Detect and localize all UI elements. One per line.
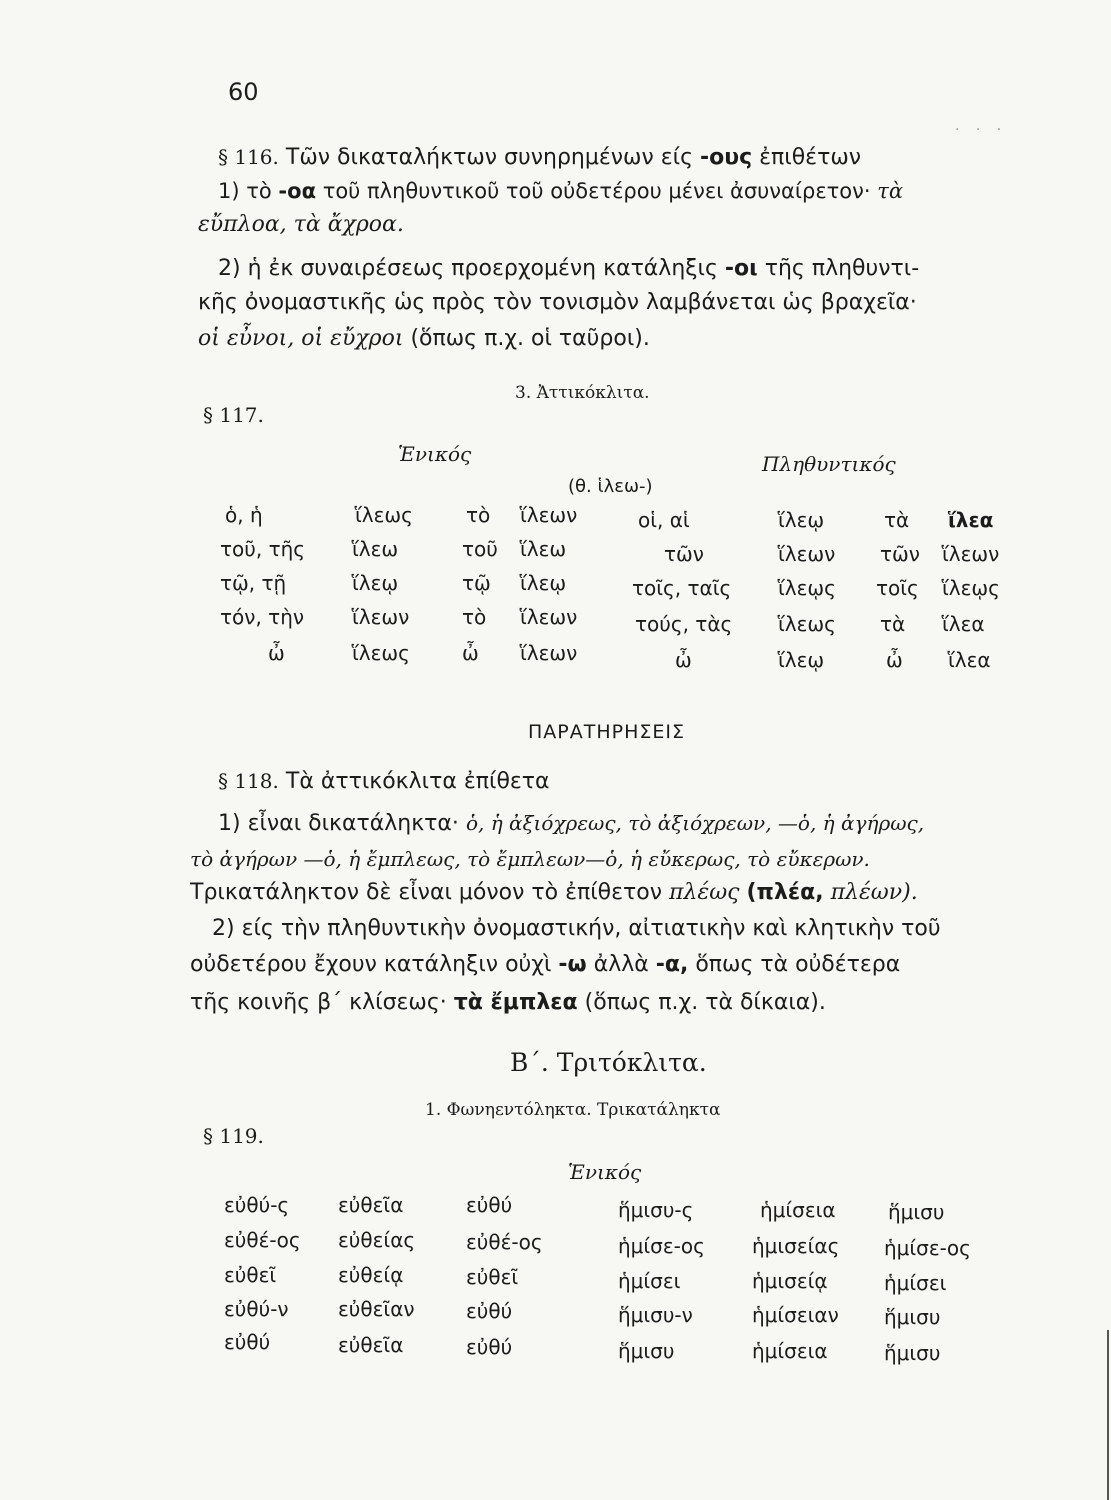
s116-line-4: 2) ἡ ἐκ συναιρέσεως προερχομένη κατάληξις -οι τῆς πληθυντι- (218, 256, 920, 281)
table-cell: τὸ (466, 503, 491, 527)
s117-stem: (θ. ἱλεω-) (568, 476, 653, 497)
table-cell: τὰ (880, 612, 906, 636)
table-cell: ἵλεως (355, 503, 413, 527)
table-cell: ἥμισυ (888, 1200, 945, 1224)
table-cell: ἡμίσει (618, 1269, 681, 1293)
table-cell: ὦ (462, 641, 479, 665)
table-cell: εὐθεῖ (224, 1263, 277, 1287)
table-cell: ἥμισυ (618, 1339, 675, 1363)
table-cell: εὐθεῖ (466, 1265, 519, 1289)
table-cell: ἵλεῳς (778, 576, 836, 600)
table-cell: εὐθεῖα (338, 1333, 404, 1357)
table-cell: εὐθύ (466, 1299, 513, 1323)
s118-line-5: 2) είς τὴν πληθυντικὴν ὀνομαστικήν, αἰτιατικὴν καὶ κλητικὴν τοῦ (212, 916, 941, 941)
table-cell: τόν, τὴν (220, 605, 305, 629)
observations-heading: ΠΑΡΑΤΗΡΗΣΕΙΣ (528, 721, 685, 743)
table-cell: τοῦ (462, 537, 498, 561)
s117-number: § 117. (203, 403, 264, 427)
table-cell: ἵλεων (352, 605, 410, 629)
table-cell: ἵλεων (520, 641, 578, 665)
page-number: 60 (228, 78, 259, 106)
s119-number: § 119. (203, 1124, 264, 1148)
section-b-heading: Β΄. Τριτόκλιτα. (510, 1048, 707, 1077)
s117-plural-label: Πληθυντικός (762, 452, 896, 476)
table-cell: ἵλεα (942, 612, 985, 636)
s118-number: § 118. (218, 769, 279, 793)
table-cell: εὐθέ-ος (224, 1228, 301, 1252)
table-cell: εὐθεῖα (338, 1193, 404, 1217)
print-dots: · · · (955, 122, 1008, 138)
table-cell: τοῦ, τῆς (220, 537, 306, 561)
s119-singular-label: Ἑνικός (568, 1160, 642, 1184)
table-cell: τὰ (884, 508, 910, 532)
table-cell: ἵλεων (520, 605, 578, 629)
table-cell: εὐθύ (466, 1193, 513, 1217)
table-cell: τοῖς (876, 576, 919, 600)
table-cell: εὐθύ-ν (224, 1297, 289, 1321)
table-cell: ἵλεων (778, 542, 836, 566)
s116-number: § 116. (218, 145, 279, 169)
table-cell: ἵλεων (520, 503, 578, 527)
table-cell: ἵλεῳ (520, 571, 567, 595)
page-edge-shadow (1107, 1330, 1109, 1500)
table-cell: εὐθείας (338, 1228, 416, 1252)
table-cell: ὦ (675, 648, 692, 672)
s116-line-6: οἱ εὖνοι, οἱ εὔχροι (ὅπως π.χ. οἱ ταῦροι). (198, 326, 650, 351)
table-cell: ἵλεα (948, 648, 991, 672)
s116-line-1: § 116. Τῶν δικαταλήκτων συνηρημένων είς -ους ἐπιθέτων (218, 145, 862, 170)
table-cell: εὐθείᾳ (338, 1263, 404, 1287)
table-cell: ἡμίσεια (760, 1198, 836, 1222)
table-cell: ἵλεως (778, 612, 836, 636)
table-cell: ὁ, ἡ (225, 503, 263, 527)
table-cell: ἡμισείᾳ (752, 1269, 828, 1293)
table-cell: ἵλεῳ (352, 571, 399, 595)
s118-line-7: τῆς κοινῆς β΄ κλίσεως· τὰ ἔμπλεα (ὅπως π.χ. τὰ δίκαια). (190, 990, 826, 1015)
table-cell: ἵλεως (352, 641, 410, 665)
table-cell: ὦ (886, 648, 903, 672)
table-cell: ἵλεῳ (778, 648, 825, 672)
table-cell: ἵλεω (520, 537, 567, 561)
table-cell: τῶν (880, 542, 920, 566)
table-cell: ἥμισυ-ς (618, 1198, 694, 1222)
table-cell: ἵλεα (948, 508, 994, 532)
table-cell: εὐθέ-ος (466, 1230, 543, 1254)
table-cell: εὐθεῖαν (338, 1297, 415, 1321)
s116-line-3: εὔπλοα, τὰ ἄχροα. (198, 212, 404, 237)
table-cell: τῶν (664, 542, 704, 566)
table-cell: ἥμισυ (884, 1341, 941, 1365)
s116-line-5: κῆς ὀνομαστικῆς ὡς πρὸς τὸν τονισμὸν λαμβάνεται ὡς βραχεῖα· (198, 290, 917, 315)
table-cell: ἵλεω (352, 537, 399, 561)
s118-line-4: Τρικατάληκτον δὲ εἶναι μόνον τὸ ἐπίθετον πλέως (πλέα, πλέων). (190, 880, 918, 905)
table-cell: ἡμίσε-ος (618, 1234, 705, 1258)
s117-singular-label: Ἑνικός (398, 442, 472, 466)
table-cell: ἡμισείας (752, 1234, 840, 1258)
table-cell: ἡμίσει (884, 1271, 947, 1295)
table-cell: ἥμισυ-ν (618, 1303, 693, 1327)
s116-line-2: 1) τὸ -οα τοῦ πληθυντικοῦ τοῦ οὐδετέρου μένει ἀσυναίρετον· τὰ (218, 179, 904, 203)
table-cell: εὐθύ-ς (224, 1193, 290, 1217)
table-cell: εὐθύ (224, 1330, 271, 1354)
table-cell: ἡμίσεια (752, 1339, 828, 1363)
s118-line-2: 1) εἶναι δικατάληκτα· ὁ, ἡ ἀξιόχρεως, τὸ ἀξιόχρεων, —ὁ, ἡ ἀγήρως, (218, 811, 925, 836)
s118-line-3: τὸ ἀγήρων —ὁ, ἡ ἔμπλεως, τὸ ἔμπλεων—ὁ, ἡ εὔκερως, τὸ εὔκερων. (190, 847, 870, 871)
table-cell: ὦ (268, 641, 285, 665)
s118-line-6: οὐδετέρου ἔχουν κατάληξιν οὐχὶ -ω ἀλλὰ -α, ὅπως τὰ οὐδέτερα (190, 952, 901, 977)
table-cell: τῷ (462, 571, 491, 595)
table-cell: ἵλεων (942, 542, 1000, 566)
table-cell: ἥμισυ (884, 1305, 941, 1329)
table-cell: τούς, τὰς (635, 612, 733, 636)
table-cell: οἱ, αἱ (638, 508, 690, 532)
s119-subheading: 1. Φωνηεντόληκτα. Τρικατάληκτα (425, 1100, 721, 1120)
table-cell: ἵλεῳς (942, 576, 1000, 600)
table-cell: ἵλεῳ (778, 508, 825, 532)
table-cell: τῷ, τῇ (220, 571, 287, 595)
s117-subheading: 3. Ἀττικόκλιτα. (515, 383, 650, 403)
s118-line-1: § 118. Τὰ ἀττικόκλιτα ἐπίθετα (218, 769, 550, 794)
table-cell: ἡμίσειαν (752, 1303, 839, 1327)
table-cell: εὐθύ (466, 1335, 513, 1359)
table-cell: τὸ (462, 605, 487, 629)
table-cell: ἡμίσε-ος (884, 1236, 971, 1260)
table-cell: τοῖς, ταῖς (632, 576, 732, 600)
